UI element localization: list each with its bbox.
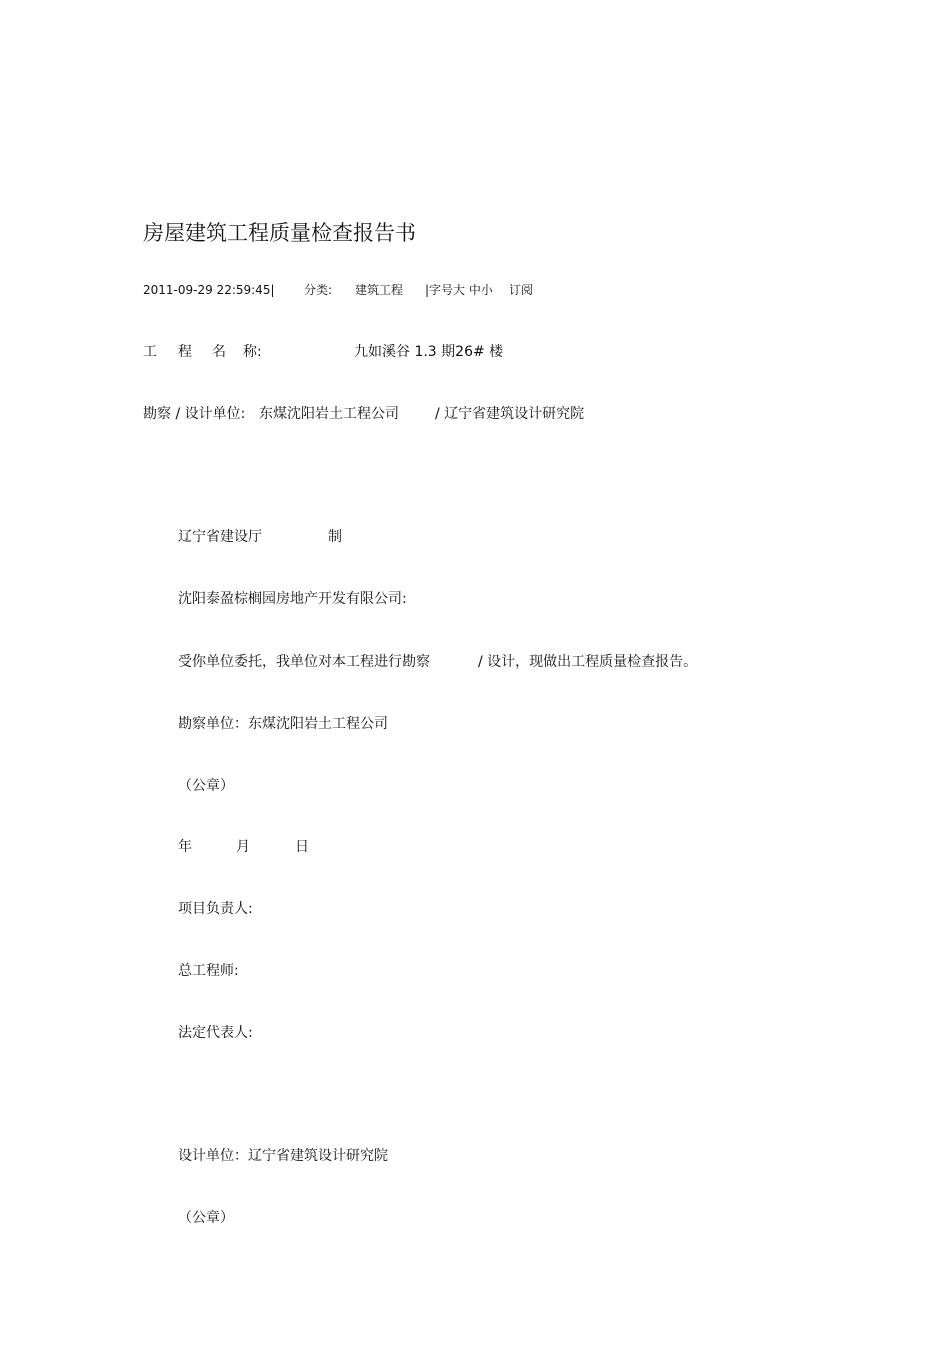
design-unit-value: / 辽宁省建筑设计研究院 [435,406,585,422]
survey-unit-line: 勘察单位：东煤沈阳岩土工程公司 [178,716,388,732]
project-name-value: 九如溪谷 1.3 期26# 楼 [354,344,504,360]
recipient: 沈阳泰盈棕榈园房地产开发有限公司: [178,591,407,607]
survey-seal: （公章） [178,778,234,794]
legal-representative-label: 法定代表人: [178,1025,253,1041]
date-year: 年 [178,839,192,855]
body-text-part1: 受你单位委托，我单位对本工程进行勘察 [178,654,430,670]
chief-engineer-label: 总工程师: [178,963,239,979]
project-manager-label: 项目负责人: [178,901,253,917]
issuer-suffix: 制 [328,529,342,545]
date-month: 月 [236,839,250,855]
survey-unit-value: 东煤沈阳岩土工程公司 [259,406,399,422]
post-datetime: 2011-09-29 22:59:45| [143,283,275,297]
design-unit-line: 设计单位：辽宁省建筑设计研究院 [178,1148,388,1164]
project-name-label-1: 工 [143,344,157,360]
subscribe-link[interactable]: 订阅 [509,283,534,297]
design-seal: （公章） [178,1210,234,1226]
project-name-label-2: 程 [178,344,192,360]
document-title: 房屋建筑工程质量检查报告书 [143,221,416,245]
project-name-label-3: 名 [212,344,226,360]
survey-design-label: 勘察 / 设计单位: [143,406,246,422]
issuer-name: 辽宁省建设厅 [178,529,262,545]
project-name-label-4: 称: [243,344,262,360]
font-size-controls[interactable]: |字号大 中小 [425,283,493,297]
body-text-part2: / 设计，现做出工程质量检查报告。 [478,654,698,670]
category-link[interactable]: 建筑工程 [355,283,404,297]
category-label: 分类: [304,283,333,297]
date-day: 日 [295,839,309,855]
